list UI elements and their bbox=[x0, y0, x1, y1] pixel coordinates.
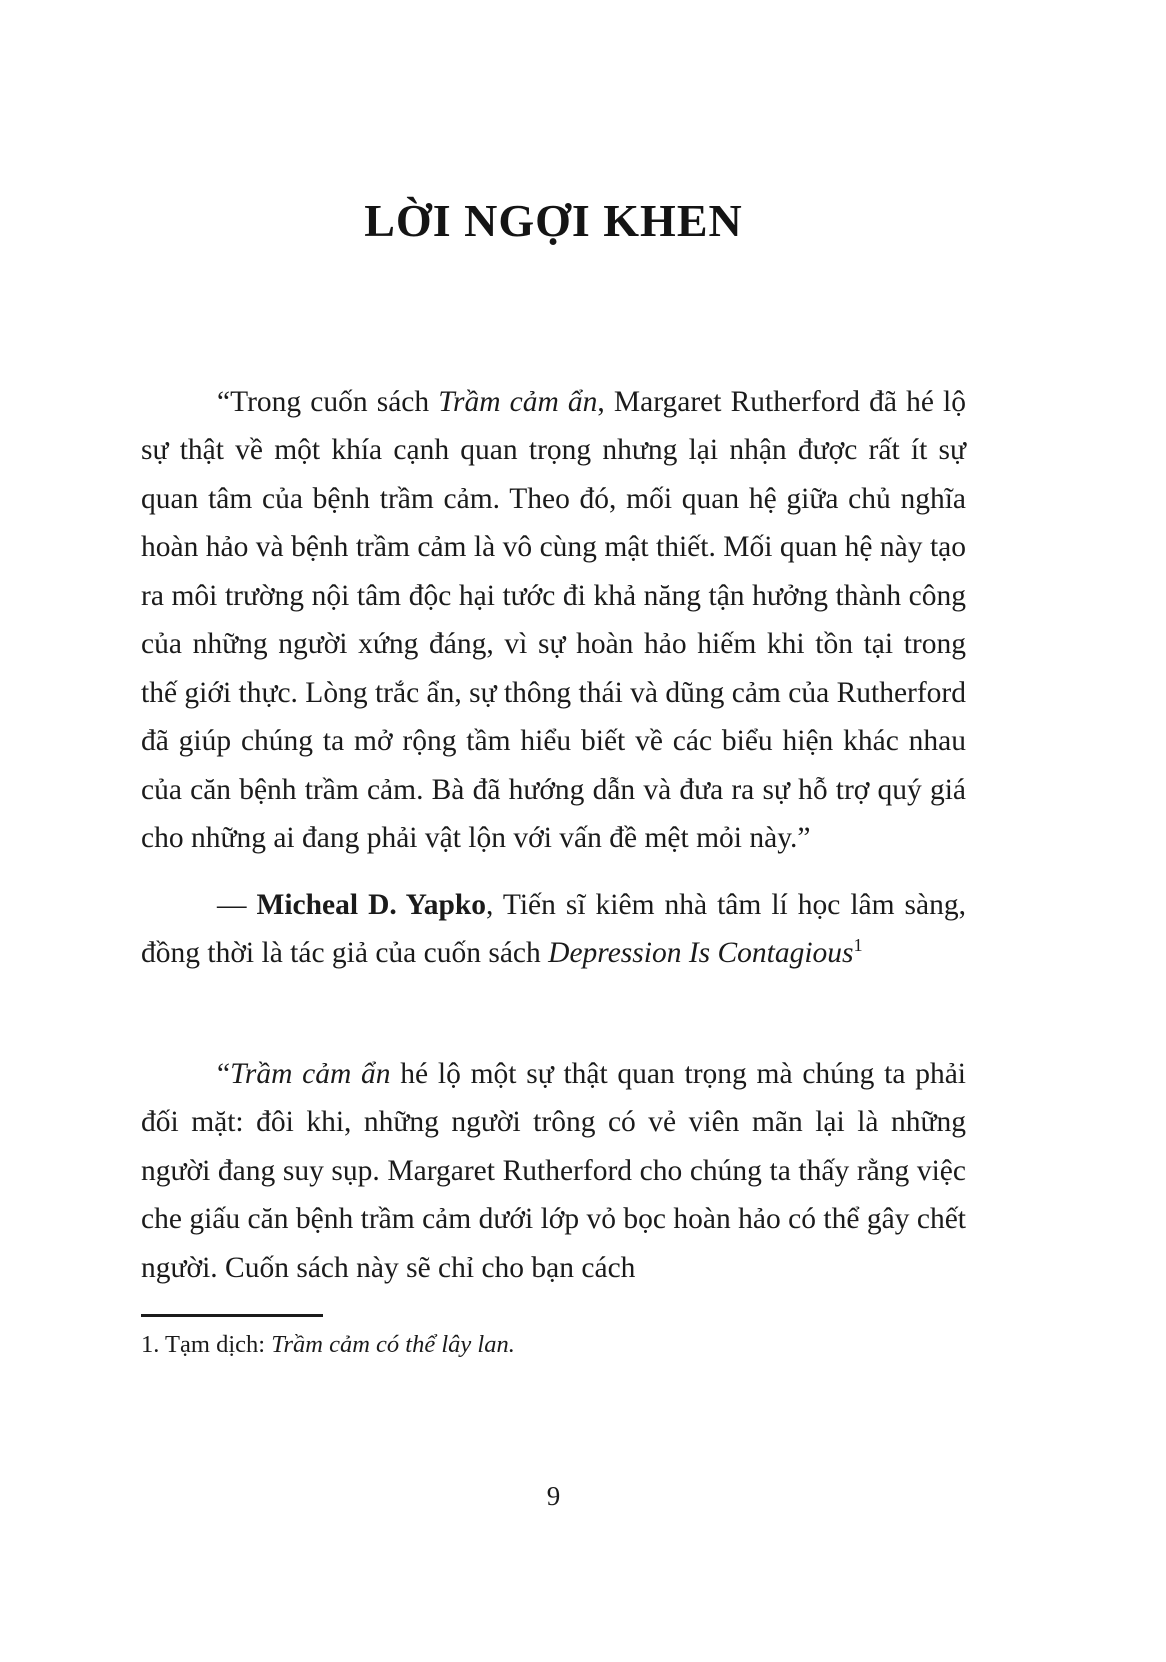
attribution-1: — Micheal D. Yapko, Tiến sĩ kiêm nhà tâm lí học lâm sàng, đồng thời là tác giả của cuốn sách Depression Is Contagious$^1$ bbox=[141, 888, 967, 970]
footnote bbox=[141, 1314, 966, 1363]
page-number: 9 bbox=[546, 1481, 561, 1511]
page-title: LỜI NGỢI KHEN bbox=[364, 195, 743, 246]
praise-quote-2: “Trầm cảm ẩn hé lộ một sự thật quan trọng mà chúng ta phải đối mặt: đôi khi, những người trông có vẻ viên mãn lại là những người đang suy sụp. Margaret Rutherford cho chúng ta thấy rằng việc che giấu căn bệnh trầm cảm dưới lớp vỏ bọc hoàn hảo có thể gây chết người. Cuốn sách này sẽ chỉ cho bạn cách bbox=[141, 1057, 966, 1284]
footnote-divider bbox=[141, 1314, 323, 1317]
praise-quote-1: “Trong cuốn sách Trầm cảm ẩn, Margaret Rutherford đã hé lộ sự thật về một khía cạnh quan trọng nhưng lại nhận được rất ít sự quan tâm của bệnh trầm cảm. Theo đó, mối quan hệ giữa chủ nghĩa hoàn hảo và bệnh trầm cảm là vô cùng mật thiết. Mối quan hệ này tạo ra môi trường nội tâm độc hại tước đi khả năng tận hưởng thành công của những người xứng đáng, vì sự hoàn hảo hiếm khi tồn tại trong thế giới thực. Lòng trắc ẩn, sự thông thái và dũng cảm của Rutherford đã giúp chúng ta mở rộng tầm hiểu biết về các biểu hiện khác nhau của căn bệnh trầm cảm. Bà đã hướng dẫn và đưa ra sự hỗ trợ quý giá cho những ai đang phải vật lộn với vấn đề mệt mỏi này.” bbox=[141, 385, 967, 855]
footnote-text: 1. Tạm dịch: Trầm cảm có thể lây lan. bbox=[141, 1331, 515, 1359]
body-text bbox=[141, 378, 966, 1293]
